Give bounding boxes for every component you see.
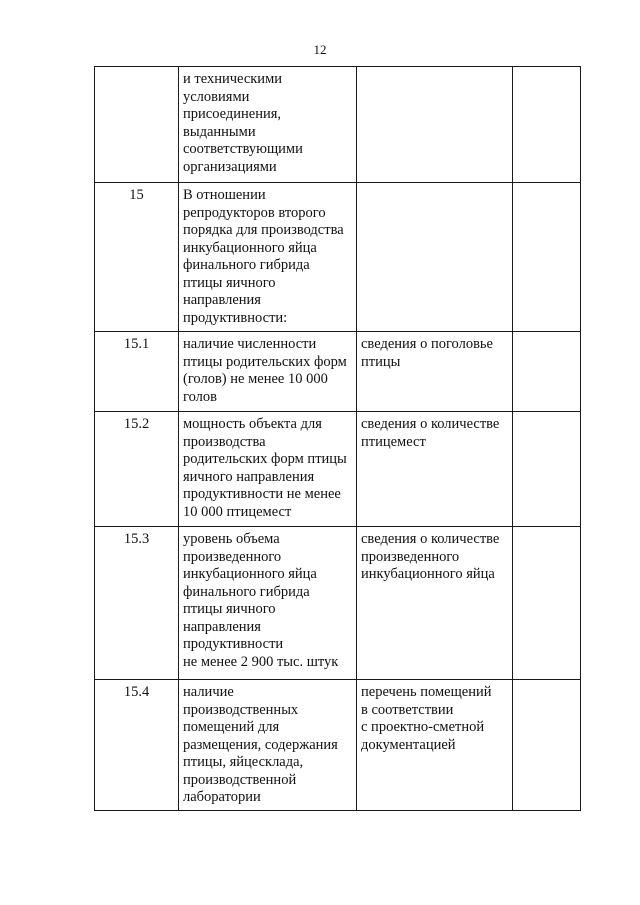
document-line: инкубационного яйца xyxy=(361,566,495,582)
requirement-cell xyxy=(179,183,357,332)
table-row xyxy=(95,67,581,183)
requirement-line: птицы яичного xyxy=(183,274,276,291)
row-number-cell: 15 xyxy=(95,183,179,332)
row-number-cell: 15.1 xyxy=(95,332,179,412)
requirement-line: инкубационного яйца xyxy=(183,239,317,256)
extra-cell xyxy=(513,67,581,183)
table-row xyxy=(95,680,581,811)
row-number-cell xyxy=(95,67,179,183)
requirement-line: инкубационного яйца xyxy=(183,566,317,582)
requirement-line: лаборатории xyxy=(183,789,261,805)
requirement-line: продуктивности: xyxy=(183,309,288,326)
row-number-cell: 15.3 xyxy=(95,527,179,680)
requirement-line: производства xyxy=(183,433,266,450)
requirement-line: не менее 2 900 тыс. штук xyxy=(183,653,339,670)
requirement-line: порядка для производства xyxy=(183,222,344,238)
document-line: с проектно-сметной xyxy=(361,719,485,735)
requirement-line: направления xyxy=(183,618,261,635)
requirement-line: птицы, яйцесклада, xyxy=(183,754,304,770)
document-cell xyxy=(357,527,513,680)
requirement-cell xyxy=(179,527,357,680)
requirement-line: размещения, содержания xyxy=(183,736,338,753)
requirement-line: выданными xyxy=(183,123,256,140)
requirement-line: (голов) не менее 10 000 xyxy=(183,371,328,387)
page-number: 12 xyxy=(313,42,327,57)
requirement-line: финального гибрида xyxy=(183,583,310,600)
requirement-line: произведенного xyxy=(183,548,282,565)
requirement-cell xyxy=(179,332,357,412)
requirement-line: помещений для xyxy=(183,719,280,735)
document-line: птицемест xyxy=(361,433,426,450)
requirement-line: птицы родительских форм xyxy=(183,353,347,370)
requirement-line: присоединения, xyxy=(183,106,282,122)
requirement-line: родительских форм птицы xyxy=(183,451,347,467)
requirement-line: голов xyxy=(183,388,217,405)
table-row xyxy=(95,332,581,412)
requirements-table xyxy=(94,66,581,811)
requirement-line: продуктивности не менее xyxy=(183,486,341,502)
extra-cell xyxy=(513,527,581,680)
document-cell xyxy=(357,412,513,527)
requirement-line: яичного направления xyxy=(183,468,315,485)
document-line: документацией xyxy=(361,736,456,753)
requirement-line: продуктивности xyxy=(183,636,284,652)
requirement-line: мощность объекта для xyxy=(183,416,322,432)
requirement-line: репродукторов второго xyxy=(183,204,326,221)
table-body xyxy=(95,67,581,811)
requirement-line: и техническими xyxy=(183,71,283,87)
document-cell xyxy=(357,183,513,332)
requirement-cell xyxy=(179,412,357,527)
extra-cell xyxy=(513,680,581,811)
table-row xyxy=(95,527,581,680)
requirement-cell xyxy=(179,680,357,811)
requirement-line: В отношении xyxy=(183,187,266,203)
extra-cell xyxy=(513,412,581,527)
requirement-line: производственных xyxy=(183,701,299,718)
document-cell xyxy=(357,680,513,811)
table-row xyxy=(95,412,581,527)
requirement-line: производственной xyxy=(183,771,297,788)
document-cell xyxy=(357,67,513,183)
document-line: сведения о количестве xyxy=(361,416,500,432)
requirement-line: наличие xyxy=(183,684,234,700)
extra-cell xyxy=(513,332,581,412)
document-line: сведения о количестве xyxy=(361,531,500,547)
requirement-line: птицы яичного xyxy=(183,601,276,617)
requirement-line: направления xyxy=(183,292,261,308)
row-number-cell: 15.4 xyxy=(95,680,179,811)
requirement-line: уровень объема xyxy=(183,531,280,547)
document-line: перечень помещений xyxy=(361,684,492,700)
requirement-line: условиями xyxy=(183,88,250,105)
requirement-cell xyxy=(179,67,357,183)
requirement-line: организациями xyxy=(183,158,277,175)
document-line: в соответствии xyxy=(361,701,454,718)
document-line: сведения о поголовье xyxy=(361,336,493,352)
document-line: птицы xyxy=(361,353,401,370)
document-line: произведенного xyxy=(361,548,460,565)
requirement-line: соответствующими xyxy=(183,141,303,157)
table-row xyxy=(95,183,581,332)
requirement-line: финального гибрида xyxy=(183,257,310,273)
row-number-cell: 15.2 xyxy=(95,412,179,527)
requirement-line: 10 000 птицемест xyxy=(183,503,292,520)
extra-cell xyxy=(513,183,581,332)
requirement-line: наличие численности xyxy=(183,336,317,352)
document-cell xyxy=(357,332,513,412)
